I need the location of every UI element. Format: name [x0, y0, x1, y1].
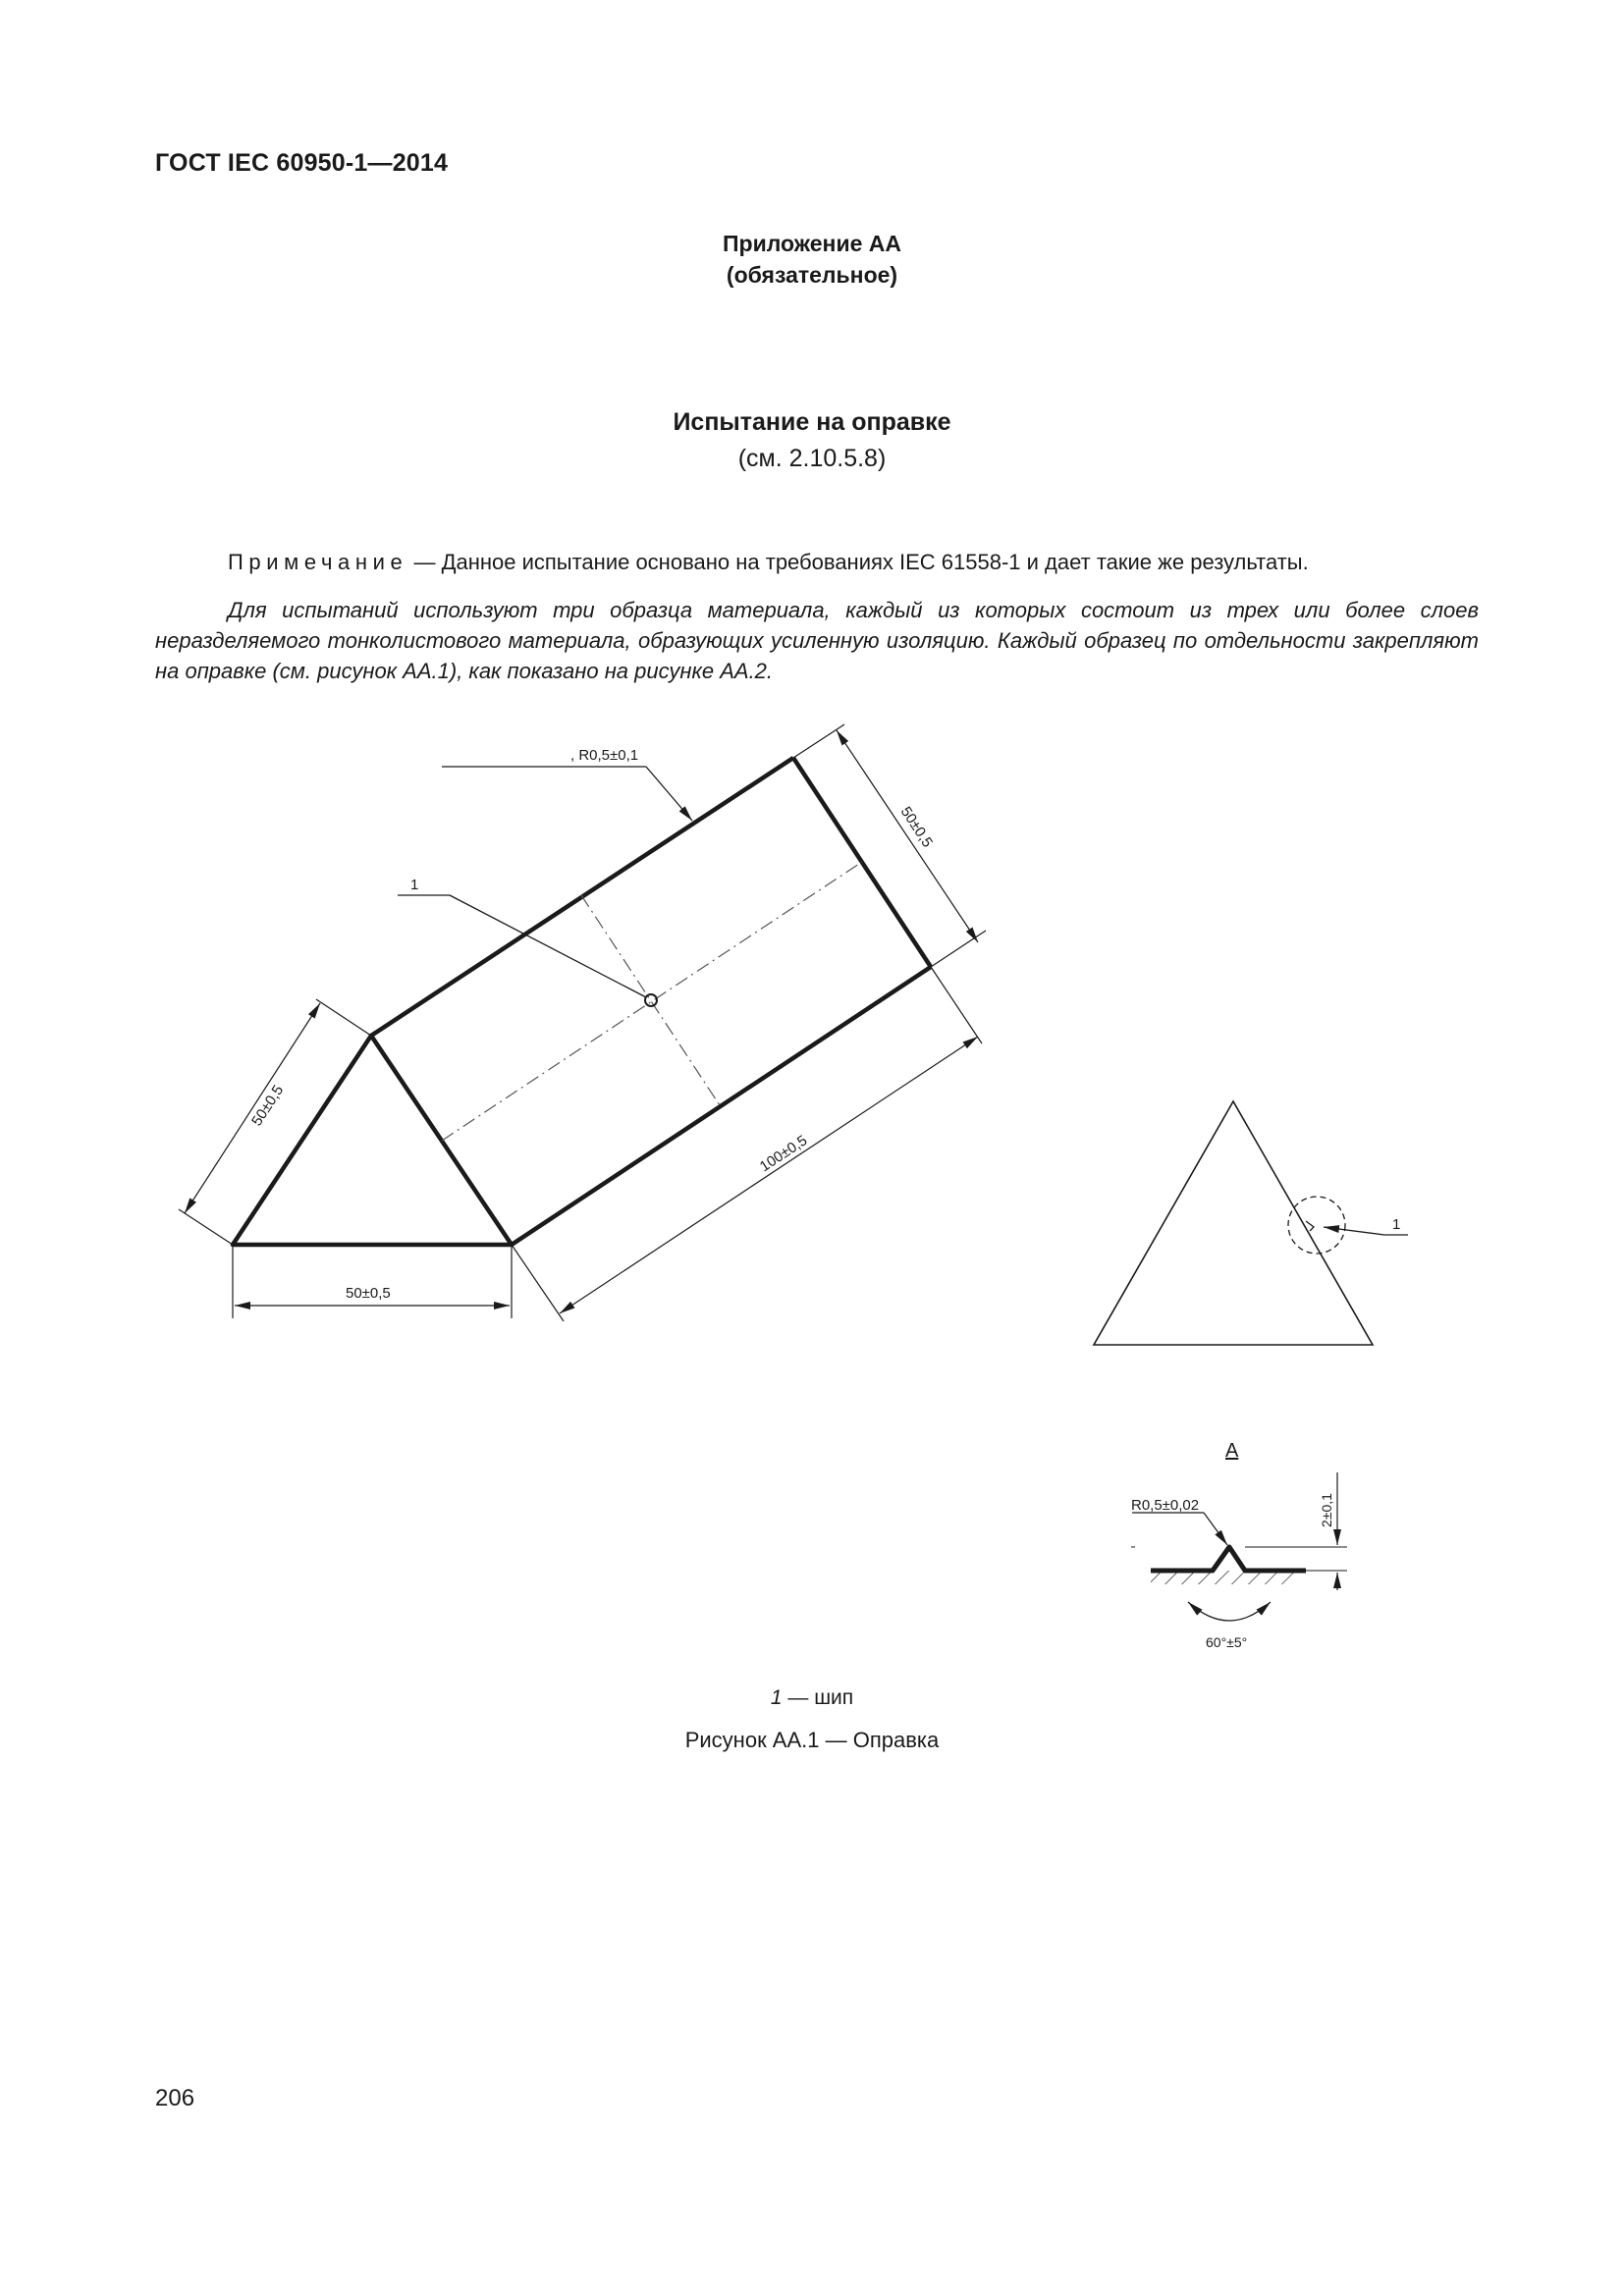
center-lines	[442, 862, 862, 1141]
note-text: — Данное испытание основано на требованиях IEC 61558-1 и дает такие же результаты.	[407, 550, 1309, 574]
label-detail-angle: 60°±5°	[1206, 1634, 1248, 1650]
leader-lines	[398, 767, 692, 997]
section-title: Испытание на оправке	[673, 408, 951, 436]
label-detail-radius: R0,5±0,02	[1131, 1497, 1200, 1514]
dim-width-right	[793, 724, 986, 967]
body-paragraph: Для испытаний используют три образца материала, каждый из которых состоит из трех или более слоев неразделяемого тонколистового материала, образующих усиленную изоляцию. Каждый образец по отдельности закрепляют на оправке (см. рисунок АА.1), как показано на рисунке АА.2.	[155, 598, 1479, 683]
detail-a	[1131, 1472, 1347, 1621]
label-width-right: 50±0,5	[896, 803, 937, 851]
annex-status: (обязательное)	[726, 262, 898, 288]
dim-side-left	[179, 999, 371, 1245]
label-radius-top: , R0,5±0,1	[570, 747, 639, 764]
end-view-triangle	[1094, 1101, 1408, 1345]
annex-title: Приложение АА	[722, 231, 901, 256]
section-reference: (см. 2.10.5.8)	[737, 445, 887, 472]
label-detail-leader-1: 1	[1392, 1216, 1401, 1233]
label-detail-view: А	[1225, 1440, 1239, 1462]
label-leader-1: 1	[410, 877, 419, 893]
document-header: ГОСТ IEC 60950-1—2014	[155, 149, 449, 177]
figure-caption: Рисунок АА.1 — Оправка	[684, 1728, 940, 1752]
dim-base	[233, 1245, 512, 1318]
label-detail-height: 2±0,1	[1319, 1493, 1334, 1527]
dim-length	[512, 967, 982, 1321]
spike-marker	[645, 994, 657, 1006]
note-label: Примечание	[228, 550, 408, 574]
label-length: 100±0,5	[756, 1132, 811, 1176]
mandrel-outline	[233, 758, 931, 1245]
legend-text: — шип	[782, 1686, 854, 1709]
page-number: 206	[155, 2085, 195, 2111]
legend-number: 1	[770, 1686, 783, 1709]
label-side-left: 50±0,5	[248, 1082, 288, 1130]
label-base: 50±0,5	[346, 1285, 391, 1302]
figure-legend	[0, 1686, 1624, 1710]
